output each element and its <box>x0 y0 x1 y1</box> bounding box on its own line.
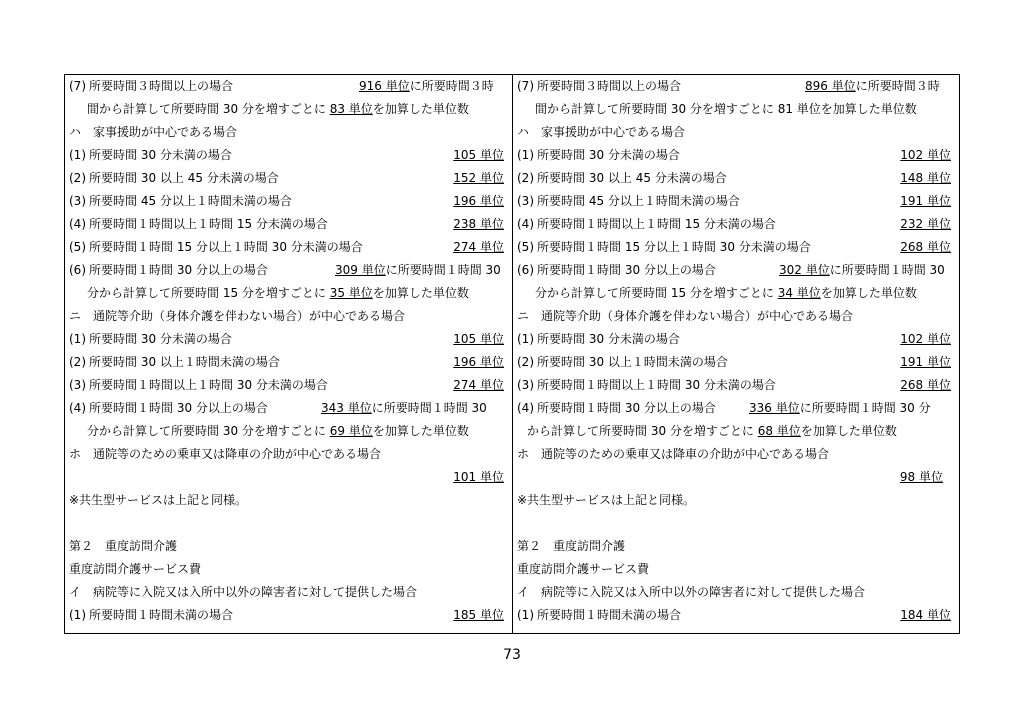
continuation-line: 間から計算して所要時間 30 分を増すごとに 83 単位を加算した単位数 <box>87 102 469 116</box>
page-number: 73 <box>503 647 521 663</box>
continuation-line: 分から計算して所要時間 15 分を増すごとに 34 単位を加算した単位数 <box>535 286 917 300</box>
list-item: (3) 所要時間 45 分以上１時間未満の場合 196 単位 <box>69 194 504 208</box>
list-item: (2) 所要時間 30 以上１時間未満の場合 191 単位 <box>517 355 951 369</box>
list-item: (2) 所要時間 30 以上 45 分未満の場合 148 単位 <box>517 171 951 185</box>
list-item: (1) 所要時間 30 分未満の場合 105 単位 <box>69 148 504 162</box>
note: ※共生型サービスは上記と同様。 <box>69 493 248 507</box>
subheading: 重度訪問介護サービス費 <box>517 562 650 576</box>
section-heading: イ 病院等に入院又は入所中以外の障害者に対して提供した場合 <box>517 585 866 599</box>
section-heading: ハ 家事援助が中心である場合 <box>69 125 238 139</box>
list-item: (2) 所要時間 30 以上１時間未満の場合 196 単位 <box>69 355 504 369</box>
subheading: 重度訪問介護サービス費 <box>69 562 202 576</box>
continuation-line: 分から計算して所要時間 30 分を増すごとに 69 単位を加算した単位数 <box>87 424 469 438</box>
list-item: (4) 所要時間１時間以上１時間 15 分未満の場合 238 単位 <box>69 217 504 231</box>
list-item: (5) 所要時間１時間 15 分以上１時間 30 分未満の場合 268 単位 <box>517 240 951 254</box>
list-item: (2) 所要時間 30 以上 45 分未満の場合 152 単位 <box>69 171 504 185</box>
note: ※共生型サービスは上記と同様。 <box>517 493 696 507</box>
chapter-heading: 第２ 重度訪問介護 <box>517 539 626 553</box>
left-column <box>65 75 513 633</box>
list-item: (3) 所要時間１時間以上１時間 30 分未満の場合 274 単位 <box>69 378 504 392</box>
list-item: (6) 所要時間１時間 30 分以上の場合 302 単位に所要時間１時間 30 <box>517 263 945 277</box>
section-heading: ホ 通院等のための乗車又は降車の介助が中心である場合 <box>69 447 382 461</box>
right-column <box>513 75 959 633</box>
list-item: (4) 所要時間１時間 30 分以上の場合 343 単位に所要時間１時間 30 <box>69 401 487 415</box>
section-heading: イ 病院等に入院又は入所中以外の障害者に対して提供した場合 <box>69 585 418 599</box>
continuation-line: 分から計算して所要時間 15 分を増すごとに 35 単位を加算した単位数 <box>87 286 469 300</box>
unit-value: 101 単位 <box>453 470 504 484</box>
list-item: (3) 所要時間 45 分以上１時間未満の場合 191 単位 <box>517 194 951 208</box>
section-heading: ニ 通院等介助（身体介護を伴わない場合）が中心である場合 <box>517 309 854 323</box>
section-heading: ニ 通院等介助（身体介護を伴わない場合）が中心である場合 <box>69 309 406 323</box>
list-item: (6) 所要時間１時間 30 分以上の場合 309 単位に所要時間１時間 30 <box>69 263 501 277</box>
chapter-heading: 第２ 重度訪問介護 <box>69 539 178 553</box>
list-item: (5) 所要時間１時間 15 分以上１時間 30 分未満の場合 274 単位 <box>69 240 504 254</box>
list-item: (1) 所要時間１時間未満の場合 184 単位 <box>517 608 951 622</box>
list-item: (4) 所要時間１時間 30 分以上の場合 336 単位に所要時間１時間 30 分 <box>517 401 931 415</box>
section-heading: ハ 家事援助が中心である場合 <box>517 125 686 139</box>
row-7-header: (7) 所要時間３時間以上の場合 916 単位に所要時間３時 <box>69 79 494 93</box>
unit-value: 98 単位 <box>899 470 943 484</box>
section-heading: ホ 通院等のための乗車又は降車の介助が中心である場合 <box>517 447 830 461</box>
continuation-line: 間から計算して所要時間 30 分を増すごとに 81 単位を加算した単位数 <box>535 102 917 116</box>
list-item: (1) 所要時間 30 分未満の場合 102 単位 <box>517 332 951 346</box>
list-item: (1) 所要時間１時間未満の場合 185 単位 <box>69 608 504 622</box>
comparison-table <box>64 74 960 634</box>
list-item: (4) 所要時間１時間以上１時間 15 分未満の場合 232 単位 <box>517 217 951 231</box>
continuation-line: から計算して所要時間 30 分を増すごとに 68 単位を加算した単位数 <box>527 424 897 438</box>
list-item: (1) 所要時間 30 分未満の場合 105 単位 <box>69 332 504 346</box>
list-item: (1) 所要時間 30 分未満の場合 102 単位 <box>517 148 951 162</box>
list-item: (3) 所要時間１時間以上１時間 30 分未満の場合 268 単位 <box>517 378 951 392</box>
row-7-header: (7) 所要時間３時間以上の場合 896 単位に所要時間３時 <box>517 79 940 93</box>
